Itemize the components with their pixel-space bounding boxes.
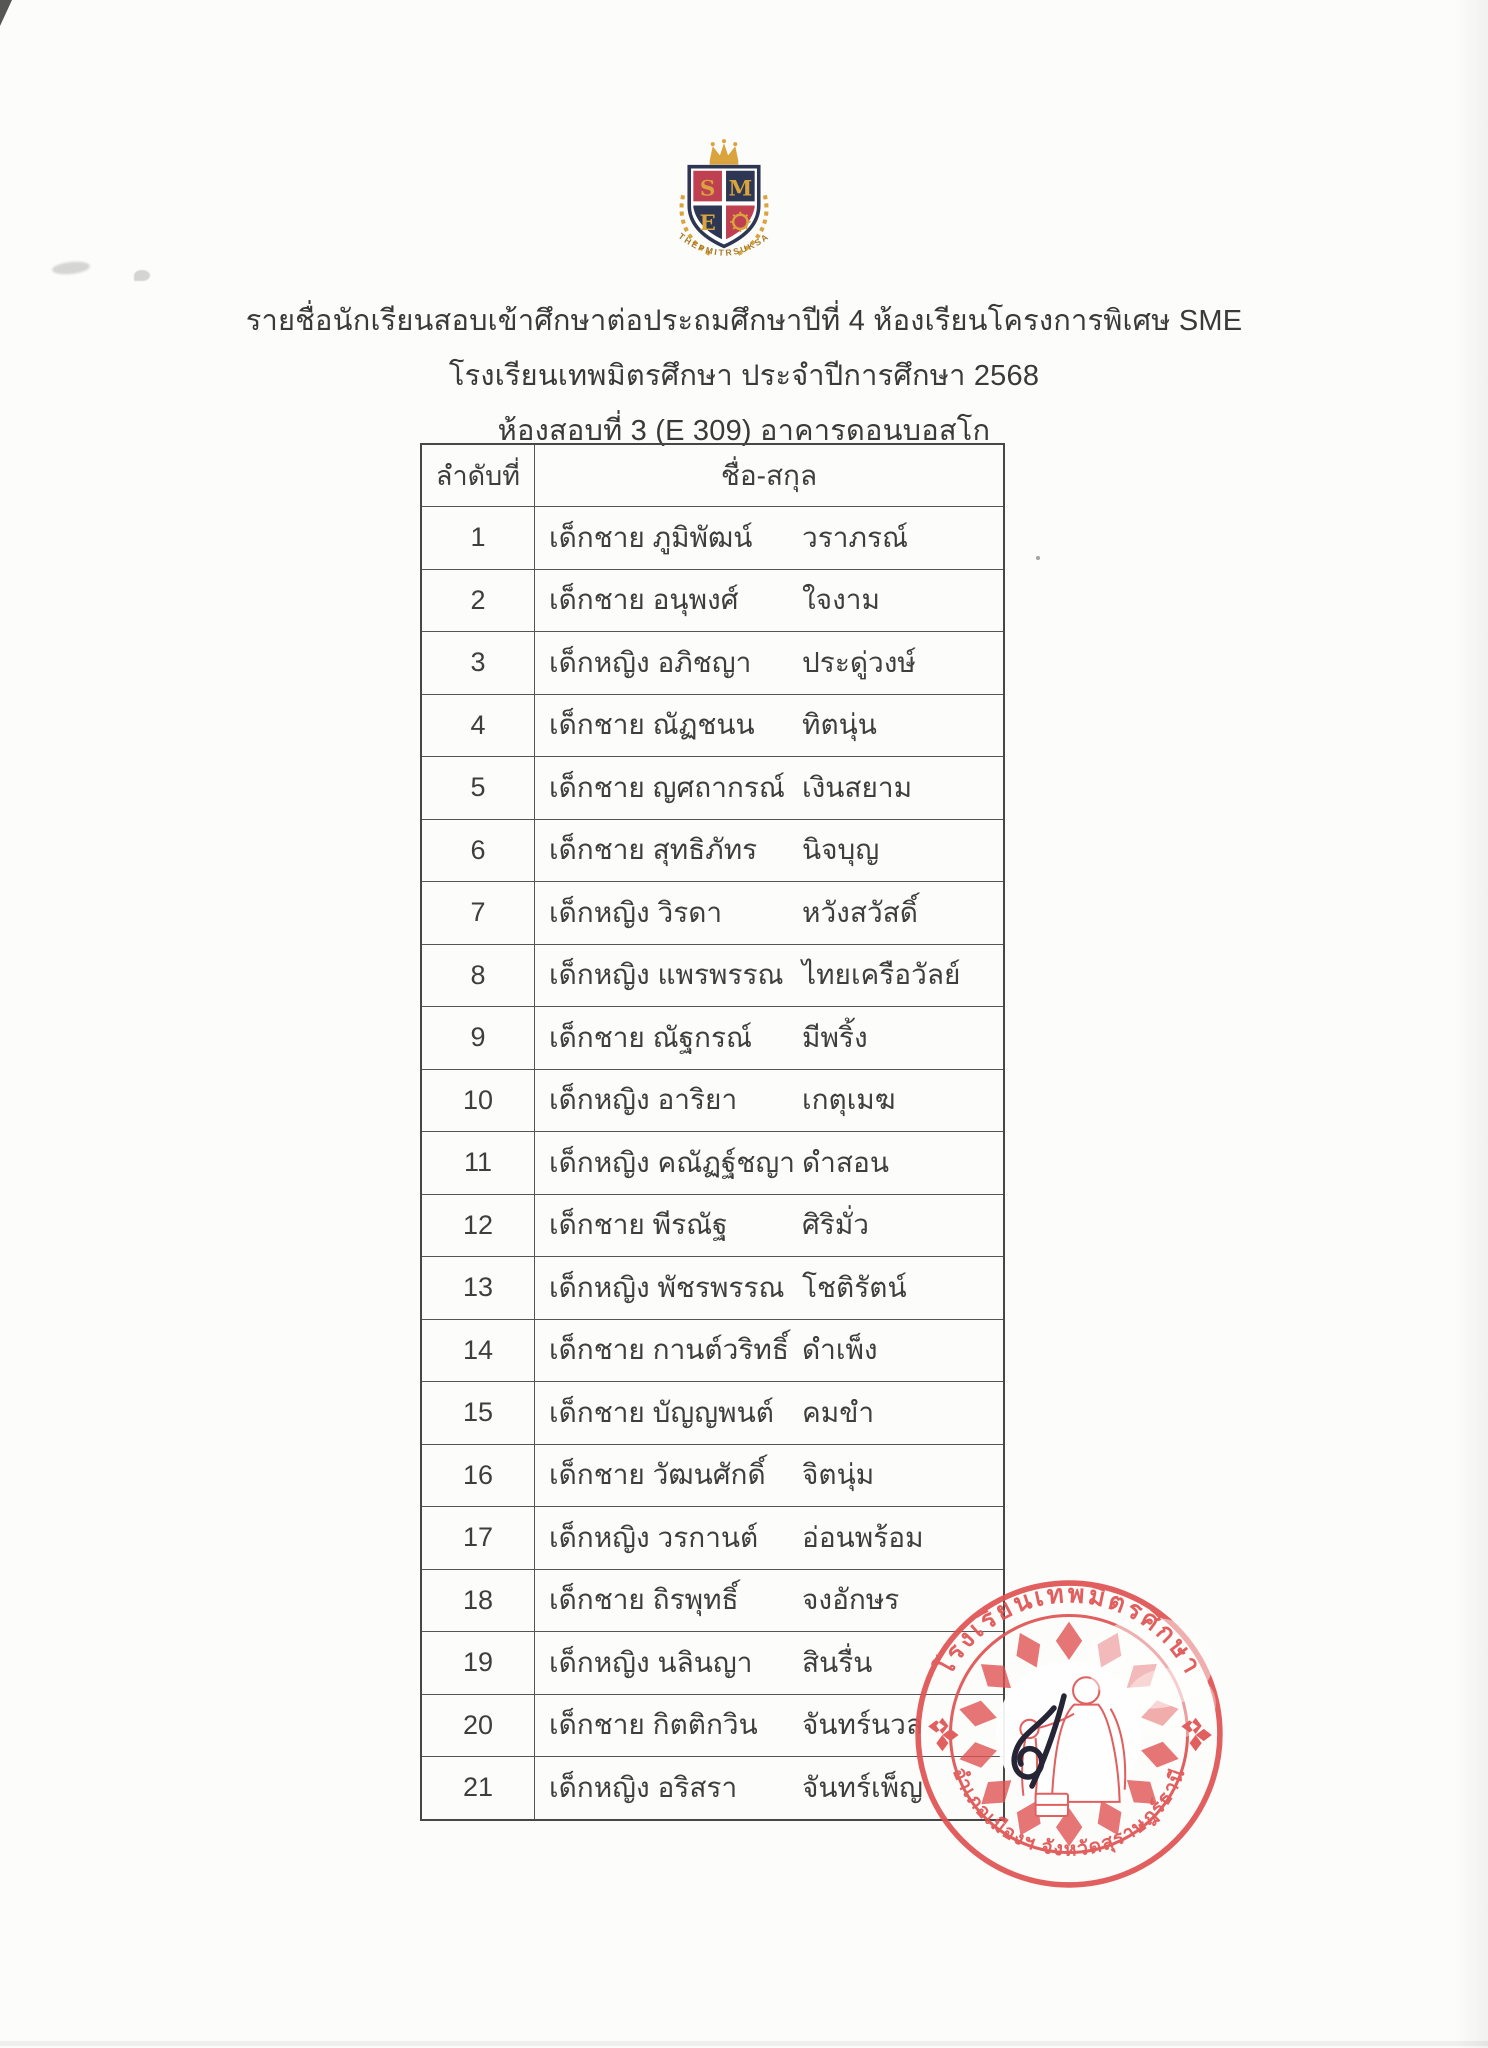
scan-corner-mark — [0, 0, 12, 26]
logo-letter-e: E — [699, 211, 716, 237]
table-row — [422, 1256, 1003, 1319]
school-logo — [662, 136, 786, 274]
student-surname: ประดู่วงษ์ — [802, 646, 916, 678]
student-surname: ทิตนุ่น — [802, 709, 877, 741]
header-name: ชื่อ-สกุล — [720, 459, 818, 491]
row-number: 18 — [422, 1570, 535, 1632]
table-row — [422, 1194, 1003, 1257]
table-row — [422, 1506, 1003, 1569]
page-title: รายชื่อนักเรียนสอบเข้าศึกษาต่อประถมศึกษาปีที่ 4 ห้องเรียนโครงการพิเศษ SME — [245, 305, 1243, 337]
student-name: เด็กหญิง นลินญา — [549, 1646, 753, 1678]
student-name: เด็กหญิง แพรพรรณ — [549, 959, 784, 991]
student-surname: ศิริมั่ว — [802, 1209, 869, 1241]
table-row — [422, 506, 1003, 569]
table-row — [422, 1319, 1003, 1382]
table-header-row — [422, 445, 1003, 506]
student-name: เด็กชาย ญศถากรณ์ — [549, 771, 785, 803]
header-number: ลำดับที่ — [422, 445, 535, 506]
student-surname: หวังสวัสดิ์ — [802, 896, 918, 928]
student-surname: เกตุเมฆ — [802, 1084, 896, 1116]
student-surname: จิตนุ่ม — [802, 1459, 875, 1491]
table-row — [422, 694, 1003, 757]
row-number: 14 — [422, 1320, 535, 1382]
table-row — [422, 1006, 1003, 1069]
student-surname: จันทร์เพ็ญ — [802, 1771, 923, 1803]
page-subtitle-school-year: โรงเรียนเทพมิตรศึกษา ประจำปีการศึกษา 2568 — [448, 360, 1040, 392]
logo-banner: THEPMITRSUKSA — [676, 230, 772, 258]
row-number: 6 — [422, 820, 535, 882]
signature — [986, 1686, 1102, 1810]
row-number: 12 — [422, 1195, 535, 1257]
student-surname: ดำเพ็ง — [802, 1334, 878, 1366]
student-name: เด็กชาย กิตติกวิน — [549, 1709, 758, 1741]
student-surname: อ่อนพร้อม — [802, 1521, 924, 1553]
scan-dot — [1036, 556, 1040, 560]
student-name: เด็กหญิง คณัฏฐ์ชญา — [549, 1146, 796, 1178]
student-name: เด็กหญิง อภิชญา — [549, 646, 752, 678]
student-name: เด็กหญิง วรกานต์ — [549, 1521, 759, 1553]
table-row — [422, 944, 1003, 1007]
row-number: 1 — [422, 507, 535, 569]
page-subtitle-room: ห้องสอบที่ 3 (E 309) อาคารดอนบอสโก — [497, 415, 991, 447]
student-name: เด็กชาย วัฒนศักดิ์ — [549, 1459, 766, 1491]
crown-icon — [710, 139, 739, 165]
student-surname: ไทยเครือวัลย์ — [802, 959, 961, 991]
row-number: 19 — [422, 1632, 535, 1694]
student-name: เด็กชาย กานต์วริทธิ์ — [549, 1334, 789, 1366]
row-number: 9 — [422, 1007, 535, 1069]
row-number: 3 — [422, 632, 535, 694]
student-surname: โชติรัตน์ — [802, 1271, 907, 1303]
row-number: 2 — [422, 570, 535, 632]
row-number: 8 — [422, 945, 535, 1007]
table-row — [422, 1444, 1003, 1507]
stamp-top-text: โรงเรียนเทพมิตรศึกษา — [930, 1580, 1208, 1681]
scan-smudge — [51, 260, 90, 276]
row-number: 15 — [422, 1382, 535, 1444]
student-surname: สินรื่น — [802, 1646, 873, 1678]
student-name: เด็กชาย ถิรพุทธิ์ — [549, 1584, 739, 1616]
student-name: เด็กหญิง อาริยา — [549, 1084, 738, 1116]
table-row — [422, 819, 1003, 882]
student-name: เด็กชาย ณัฏชนน — [549, 709, 755, 741]
student-name: เด็กหญิง วิรดา — [549, 896, 723, 928]
table-row — [422, 756, 1003, 819]
row-number: 4 — [422, 695, 535, 757]
student-surname: จงอักษร — [802, 1584, 900, 1616]
row-number: 10 — [422, 1070, 535, 1132]
row-number: 21 — [422, 1757, 535, 1819]
student-surname: ใจงาม — [802, 584, 880, 616]
table-row — [422, 1381, 1003, 1444]
table-row — [422, 569, 1003, 632]
student-name: เด็กชาย อนุพงศ์ — [549, 584, 739, 616]
scan-edge-shade — [0, 2041, 1488, 2046]
student-name: เด็กหญิง พัชรพรรณ — [549, 1271, 785, 1303]
row-number: 20 — [422, 1695, 535, 1757]
table-row — [422, 1069, 1003, 1132]
table-row — [422, 631, 1003, 694]
student-name: เด็กชาย พีรณัฐ — [549, 1209, 728, 1241]
logo-letter-s: S — [699, 176, 716, 202]
student-surname: มีพริ้ง — [802, 1021, 868, 1053]
row-number: 13 — [422, 1257, 535, 1319]
row-number: 11 — [422, 1132, 535, 1194]
student-name: เด็กชาย สุทธิภัทร — [549, 834, 758, 866]
shield-icon — [689, 167, 759, 247]
row-number: 5 — [422, 757, 535, 819]
row-number: 16 — [422, 1445, 535, 1507]
logo-letter-m: M — [728, 176, 753, 202]
student-name: เด็กชาย บัญญพนต์ — [549, 1396, 774, 1428]
student-surname: นิจบุญ — [802, 834, 880, 866]
row-number: 7 — [422, 882, 535, 944]
student-surname: คมขำ — [802, 1396, 875, 1428]
stamp-bottom-text: อำเภอเมืองฯ จังหวัดสุราษฎร์ธานี — [947, 1764, 1190, 1861]
table-row — [422, 881, 1003, 944]
scan-smudge — [134, 270, 150, 281]
student-name: เด็กชาย ณัฐกรณ์ — [549, 1021, 753, 1053]
student-surname: เงินสยาม — [802, 771, 913, 803]
student-name: เด็กหญิง อริสรา — [549, 1771, 738, 1803]
student-name: เด็กชาย ภูมิพัฒน์ — [549, 521, 753, 553]
row-number: 17 — [422, 1507, 535, 1569]
student-surname: ดำสอน — [802, 1146, 889, 1178]
table-row — [422, 1131, 1003, 1194]
student-surname: วราภรณ์ — [802, 521, 908, 553]
student-surname: จันทร์นวล — [802, 1709, 924, 1741]
